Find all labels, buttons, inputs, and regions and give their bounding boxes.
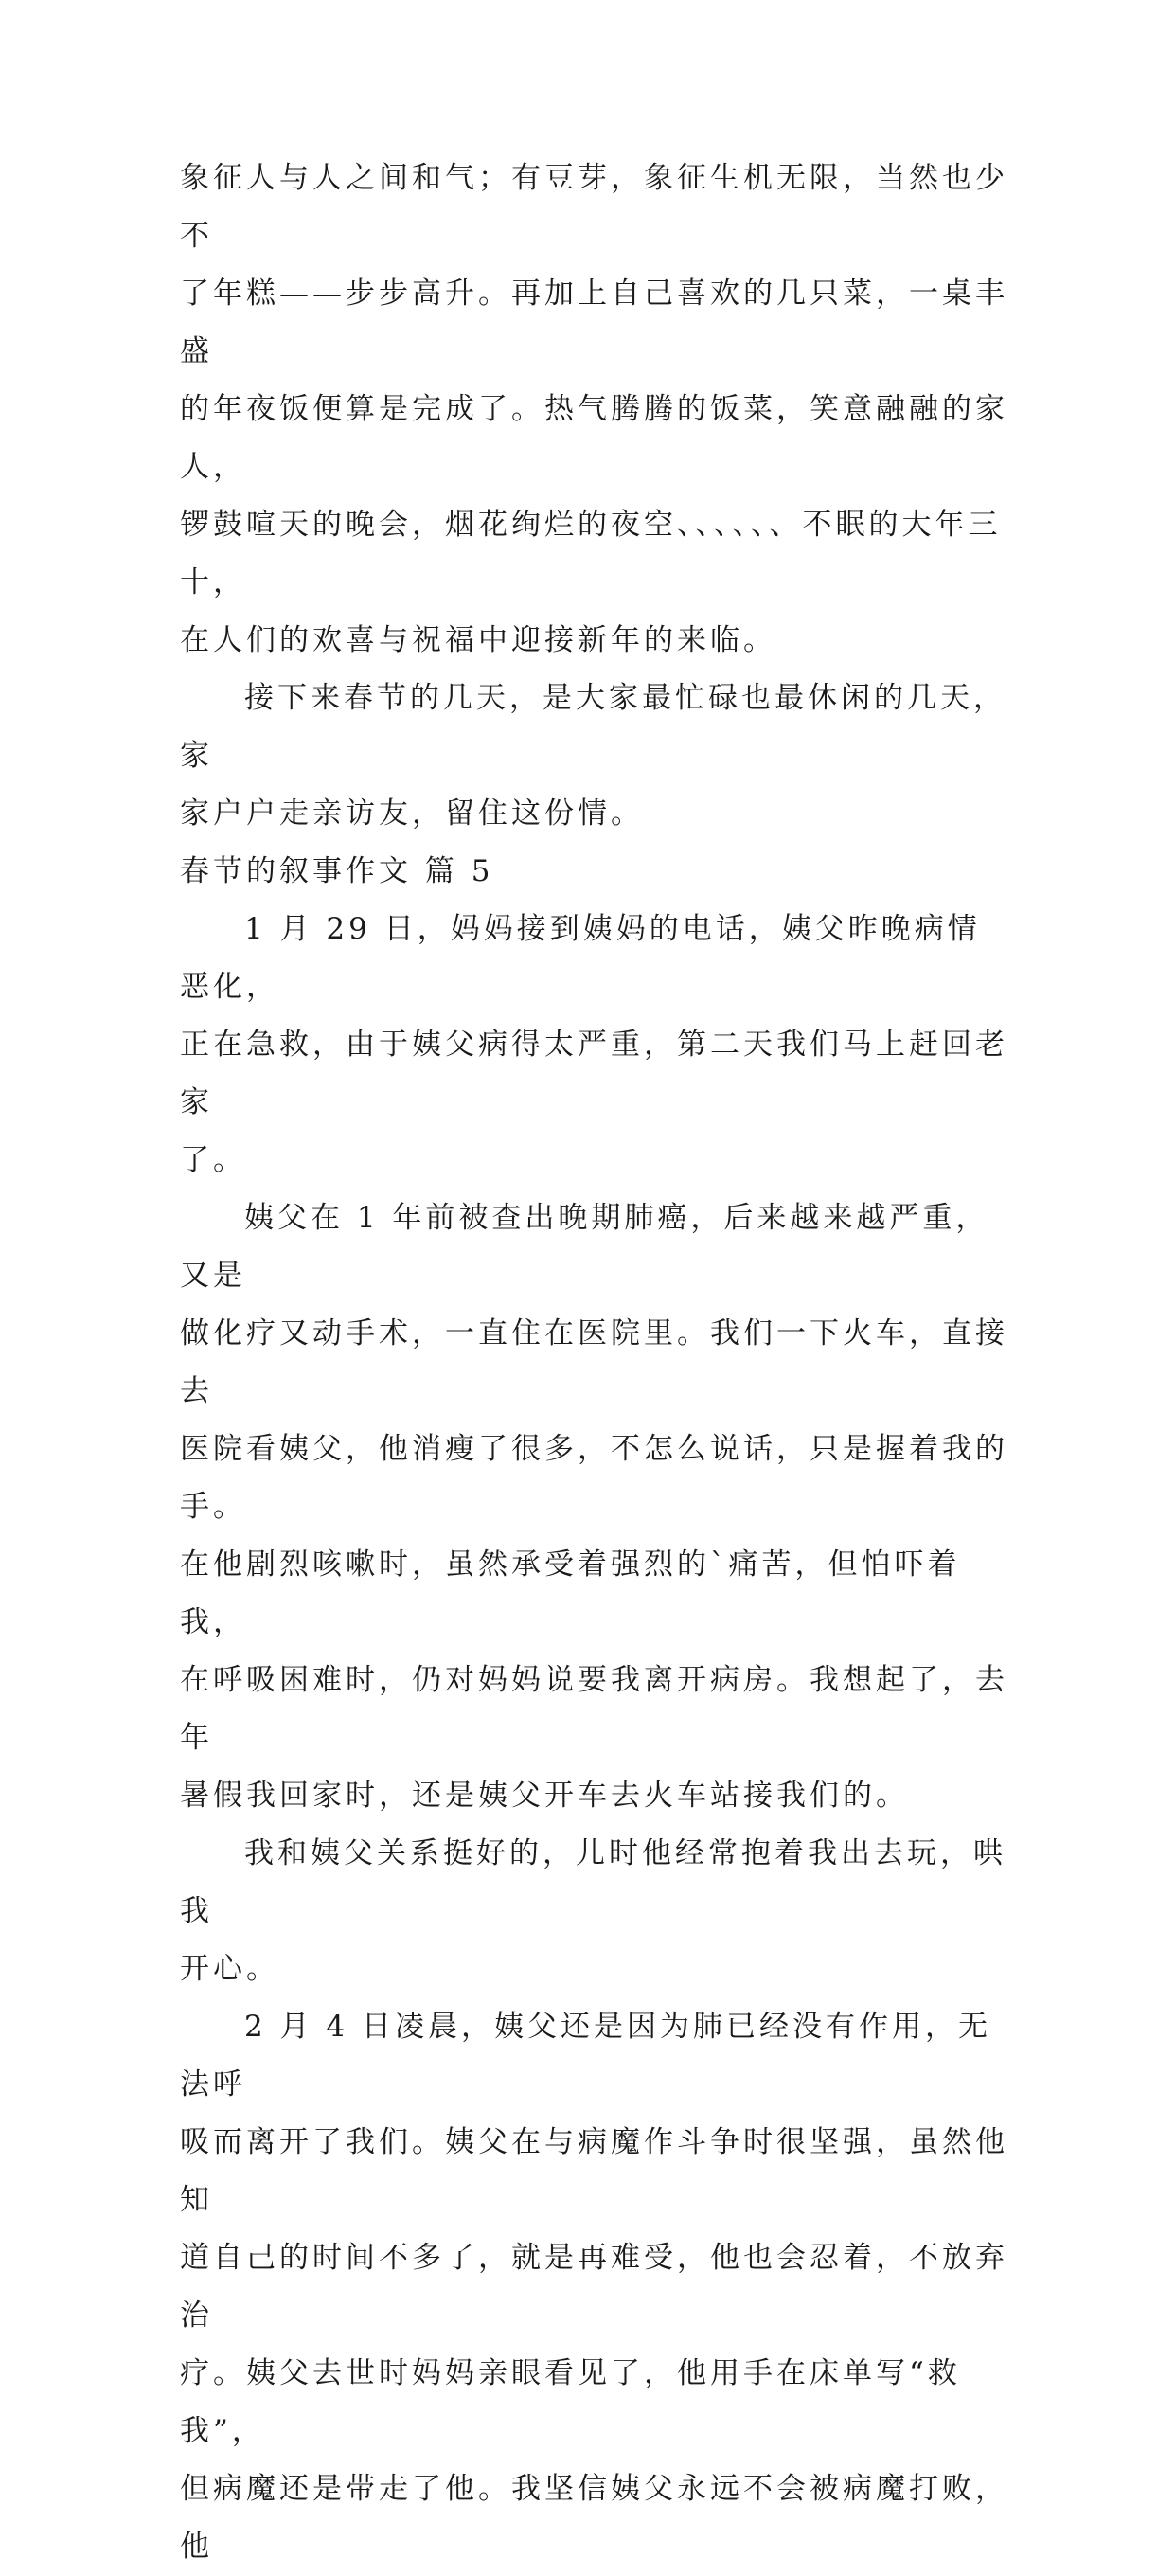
text-line: 我和姨父关系挺好的，儿时他经常抱着我出去玩，哄我 bbox=[180, 1836, 1006, 1928]
text-line: 吸而离开了我们。姨父在与病魔作斗争时很坚强，虽然他知 bbox=[180, 2125, 1008, 2217]
document-body bbox=[180, 150, 1013, 2576]
text-line: 医院看姨父，他消瘦了很多，不怎么说话，只是握着我的手。 bbox=[180, 1432, 1008, 1524]
text-line: 做化疗又动手术，一直住在医院里。我们一下火车，直接去 bbox=[180, 1316, 1008, 1408]
text-line: 锣鼓喧天的晚会，烟花绚烂的夜空、、、、、、不眠的大年三十， bbox=[180, 508, 1002, 599]
paragraph-6 bbox=[180, 1998, 1013, 2576]
text-line: 在他剧烈咳嗽时，虽然承受着强烈的`痛苦，但怕吓着我， bbox=[180, 1547, 961, 1639]
text-line: 了。 bbox=[180, 1143, 246, 1177]
paragraph-4 bbox=[180, 1190, 1013, 1825]
section-heading: 春节的叙事作文 篇 5 bbox=[180, 854, 494, 888]
text-line: 但病魔还是带走了他。我坚信姨父永远不会被病魔打败，他 bbox=[180, 2472, 1008, 2564]
text-line: 在人们的欢喜与祝福中迎接新年的来临。 bbox=[180, 623, 776, 657]
paragraph-2 bbox=[180, 670, 1013, 843]
text-line: 接下来春节的几天，是大家最忙碌也最休闲的几天，家 bbox=[180, 681, 1006, 773]
text-line: 了年糕——步步高升。再加上自己喜欢的几只菜，一桌丰盛 bbox=[180, 277, 1008, 368]
paragraph-1 bbox=[180, 150, 1013, 670]
text-line: 暑假我回家时，还是姨父开车去火车站接我们的。 bbox=[180, 1779, 909, 1813]
paragraph-5 bbox=[180, 1825, 1013, 1998]
text-line: 姨父在 1 年前被查出晚期肺癌，后来越来越严重，又是 bbox=[180, 1201, 989, 1293]
text-line: 家户户走亲访友，留住这份情。 bbox=[180, 796, 644, 831]
text-line: 的年夜饭便算是完成了。热气腾腾的饭菜，笑意融融的家人， bbox=[180, 392, 1008, 484]
text-line: 1 月 29 日，妈妈接到姨妈的电话，姨父昨晚病情恶化， bbox=[180, 912, 981, 1004]
text-line: 2 月 4 日凌晨，姨父还是因为肺已经没有作用，无法呼 bbox=[180, 2010, 992, 2102]
text-line: 正在急救，由于姨父病得太严重，第二天我们马上赶回老家 bbox=[180, 1028, 1008, 1119]
text-line: 开心。 bbox=[180, 1952, 279, 1986]
text-line: 象征人与人之间和气；有豆芽，象征生机无限，当然也少不 bbox=[180, 161, 1008, 253]
paragraph-3 bbox=[180, 901, 1013, 1190]
text-line: 道自己的时间不多了，就是再难受，他也会忍着，不放弃治 bbox=[180, 2241, 1008, 2333]
text-line: 在呼吸困难时，仍对妈妈说要我离开病房。我想起了，去年 bbox=[180, 1663, 1008, 1755]
text-line: 疗。姨父去世时妈妈亲眼看见了，他用手在床单写“救我”， bbox=[180, 2356, 961, 2448]
